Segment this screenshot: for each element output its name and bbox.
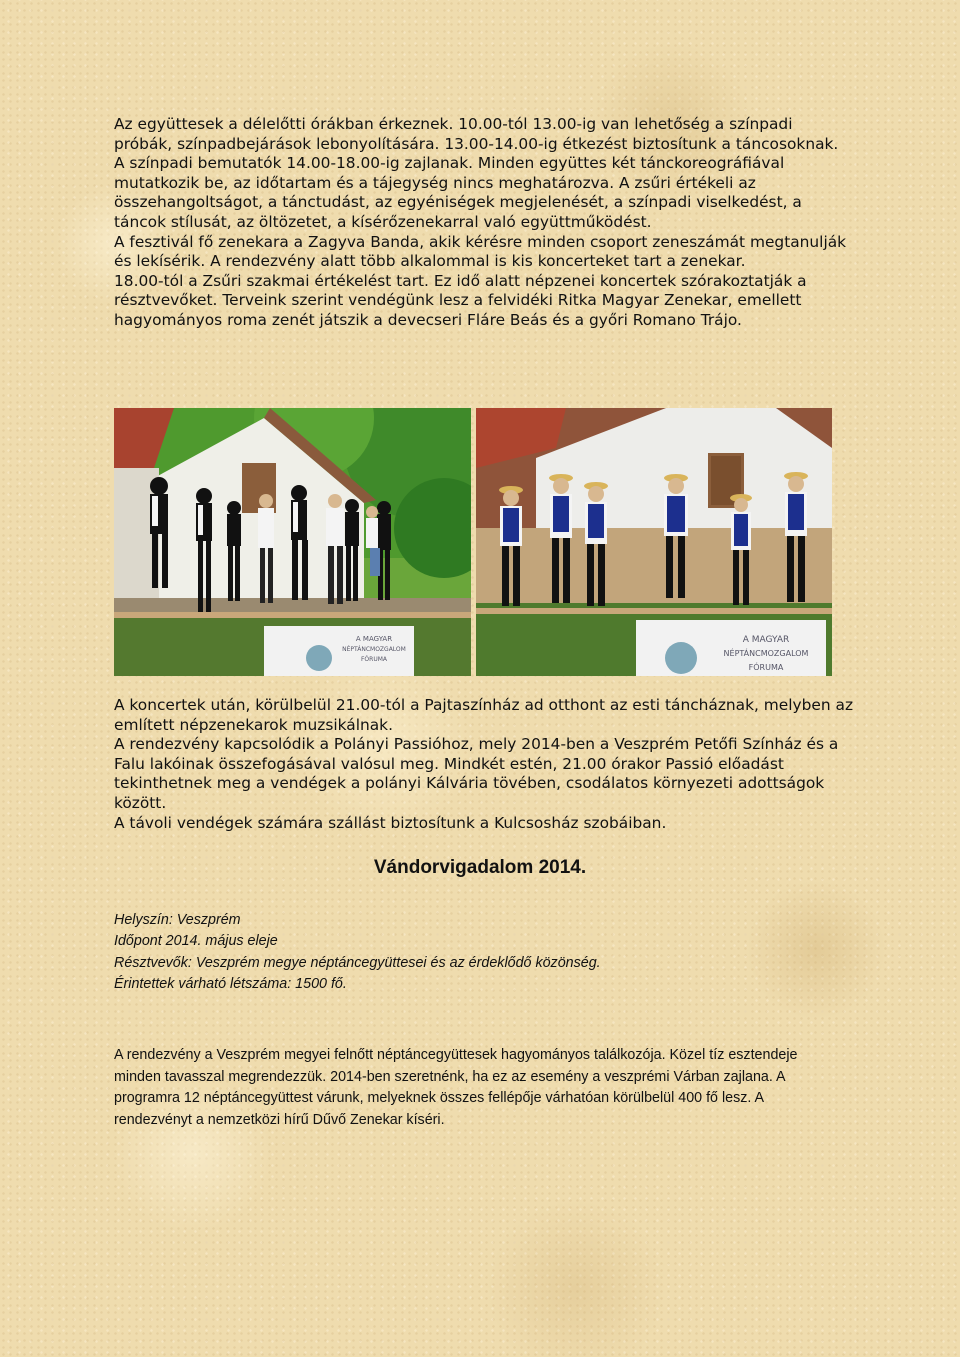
paragraph-passion: A rendezvény kapcsolódik a Polányi Passióhoz, mely 2014-ben a Veszprém Petőfi Színház és a Falu lakóinak összefogásával valósul meg. Mindkét estén, 21.00 órakor Passió előadást tekinthetnek meg a vendégek a polányi Kálvária tövében, csodálatos környezeti adottságok között. xyxy=(114,735,839,812)
dance-photo-right xyxy=(476,408,832,676)
event-title: Vándorvigadalom 2014. xyxy=(373,857,587,878)
paragraph-accommodation: A távoli vendégek számára szállást biztosítunk a Kulcsosház szobáiban. xyxy=(114,813,667,832)
event-description: A rendezvény a Veszprém megyei felnőtt néptáncegyüttesek hagyományos találkozója. Közel tíz esztendeje minden tavasszal megrendezzük. 2014-ben szeretnénk, ha ez az esemény a veszprémi Várban zajlana. A programra 12 néptáncegyüttest várunk, melyeknek összes fellépője várhatóan körülbelül 400 fő lesz. A rendezvényt a nemzetközi hírű Dűvő Zenekar kíséri. xyxy=(114,1047,798,1128)
banner-line-1: A MAGYAR xyxy=(355,635,393,643)
banner-line-1: A MAGYAR xyxy=(742,635,790,645)
paragraph-evaluation: 18.00-tól a Zsűri szakmai értékelést tart. Ez idő alatt népzenei koncertek szórakoztatják a résztvevőket. Terveink szerint vendégünk lesz a felvidéki Ritka Magyar Zenekar, emellett hagyományos roma zenét játszik a devecseri Fláre Beás és a győri Romano Trájo. xyxy=(114,271,807,329)
paragraph-band: A fesztivál fő zenekara a Zagyva Banda, akik kérésre minden csoport zeneszámát megtanulják és lekísérik. A rendezvény alatt több alkalommal is kis koncerteket tart a zenekar. xyxy=(114,232,847,271)
photo-row xyxy=(114,408,832,676)
event-details xyxy=(114,910,854,995)
paragraph-arrival: Az együttesek a délelőtti órákban érkeznek. 10.00-tól 13.00-ig van lehetőség a színpadi próbák, színpadbejárások lebonyolítására. 13.00-14.00-ig étkezést biztosítunk a táncosoknak. xyxy=(114,115,839,153)
event-description-block xyxy=(114,1045,834,1131)
mid-text-block xyxy=(114,696,854,833)
detail-date: Időpont 2014. május eleje xyxy=(114,933,278,950)
detail-participants: Résztvevők: Veszprém megye néptáncegyüttesei és az érdeklődő közönség. xyxy=(114,954,601,971)
banner-line-2: NÉPTÁNCMOZGALOM xyxy=(723,649,809,658)
dance-photo-left xyxy=(114,408,471,676)
detail-expected-count: Érintettek várható létszáma: 1500 fő. xyxy=(114,975,347,992)
banner-line-3: FÓRUMA xyxy=(360,656,388,663)
paragraph-performances: A színpadi bemutatók 14.00-18.00-ig zajlanak. Minden együttes két tánckoreográfiával mutatkozik be, az időtartam és a tájegység nincs meghatározva. A zsűri értékeli az összehangoltságot, a tánctudást, az egyéniségek megjelenését, a színpadi viselkedést, a táncok stílusát, az öltözetet, a kísérőzenekarral való együttműködést. xyxy=(114,154,802,231)
top-text-block xyxy=(114,115,854,331)
paragraph-dance-house: A koncertek után, körülbelül 21.00-tól a Pajtaszínház ad otthont az esti táncháznak, melyben az említett népzenekarok muzsikálnak. xyxy=(114,696,854,734)
banner-line-2: NÉPTÁNCMOZGALOM xyxy=(342,646,406,653)
banner-line-3: FÓRUMA xyxy=(748,663,784,672)
detail-location: Helyszín: Veszprém xyxy=(114,912,241,928)
